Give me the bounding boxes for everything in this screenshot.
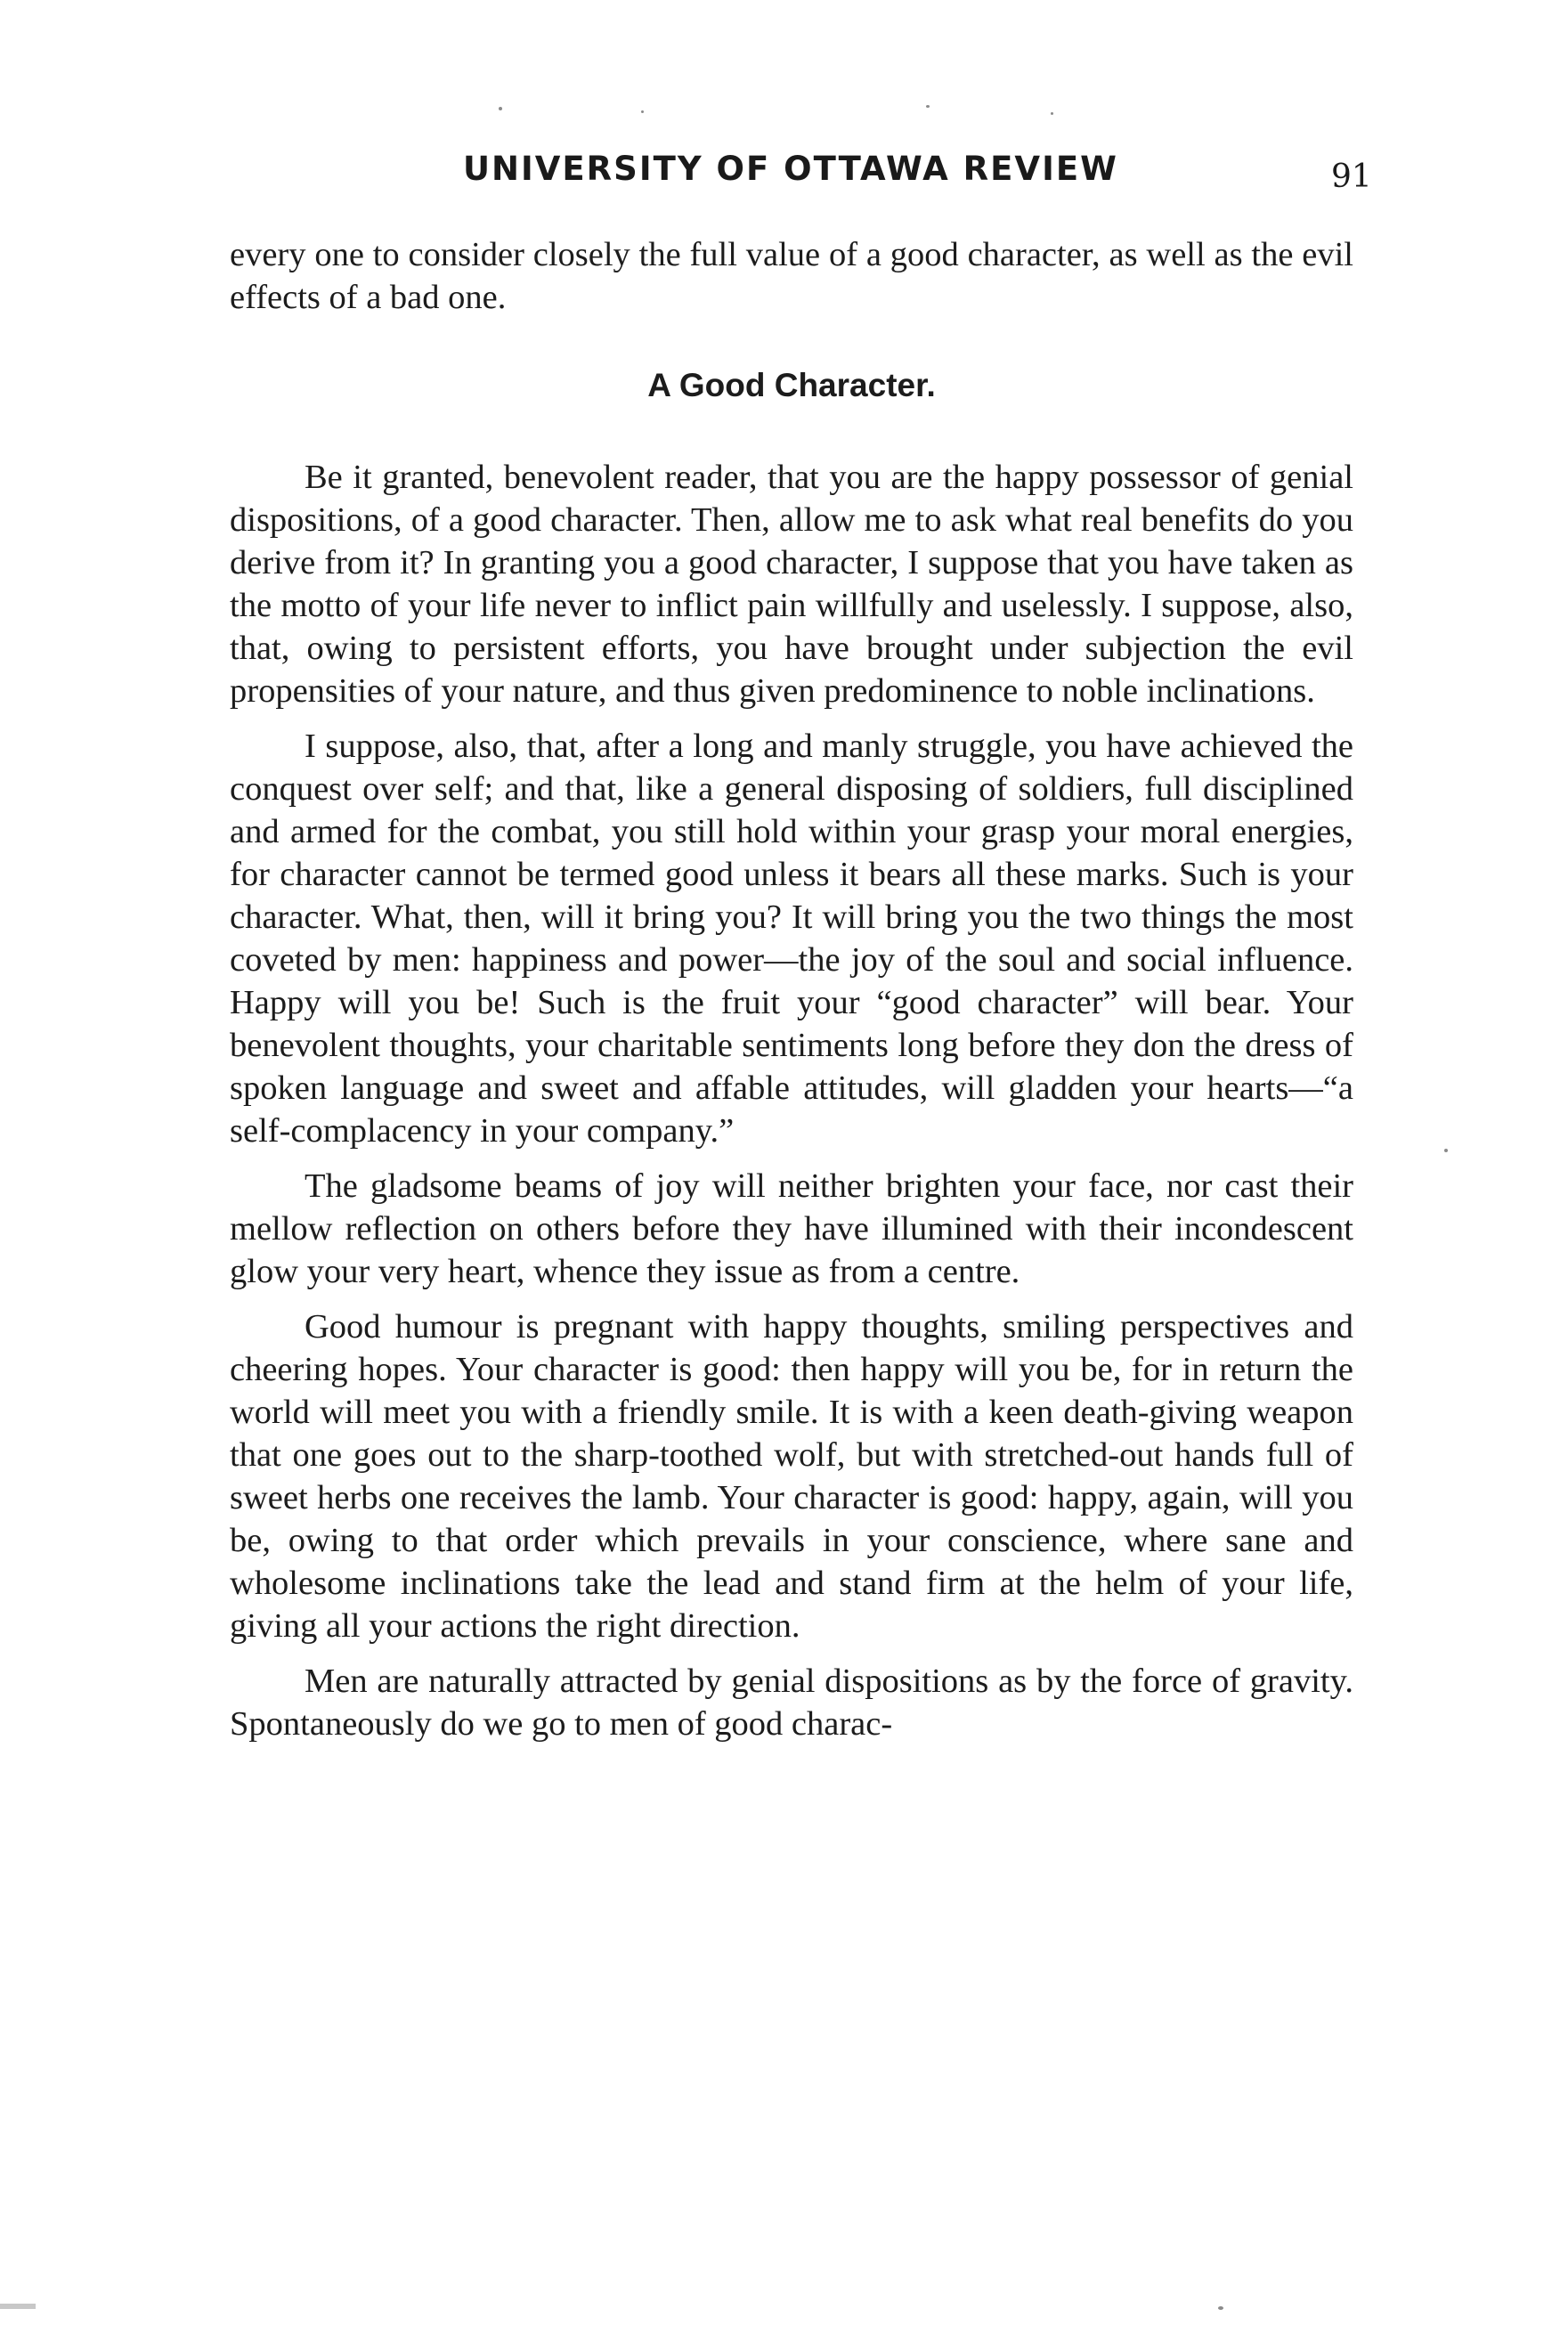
opening-paragraph: every one to consider closely the full value of a good character, as well as the evil effects of a bad one. [230, 236, 1353, 316]
scan-speck [499, 107, 502, 110]
scan-speck [1218, 2306, 1223, 2310]
scan-speck [1051, 112, 1053, 115]
paragraph-2: I suppose, also, that, after a long and manly struggle, you have achieved the conquest over self; and that, like a general disposing of soldiers, full disciplined and armed for the combat, you still hold within your grasp your moral energies, for character cannot be termed good unless it bears all these marks. Such is your character. What, then, will it bring you? It will bring you the two things the most coveted by men: happiness and power—the joy of the soul and social influence. Happy will you be! Such is the fruit your “good character” will bear. Your benevolent thoughts, your charitable sentiments long before they don the dress of spoken language and sweet and affable attitudes, will gladden your hearts—“a self-complacency in your company.” [230, 728, 1353, 1150]
scan-speck [1444, 1149, 1448, 1152]
scan-edge-mark [0, 2304, 36, 2309]
running-title: UNIVERSITY OF OTTAWA REVIEW [463, 150, 1118, 188]
scan-speck [641, 110, 644, 113]
section-heading: A Good Character. [647, 367, 936, 403]
paragraph-3: The gladsome beams of joy will neither brighten your face, nor cast their mellow reflection on others before they have illumined with their incondescent glow your very heart, whence they issue as from a centre. [230, 1167, 1353, 1290]
section-body [230, 456, 1353, 1758]
paragraph-5: Men are naturally attracted by genial dispositions as by the force of gravity. Spontaneously do we go to men of good charac- [230, 1662, 1353, 1743]
paragraph-1: Be it granted, benevolent reader, that you are the happy possessor of genial dispositions, of a good character. Then, allow me to ask what real benefits do you derive from it? In granting you a good character, I suppose that you have taken as the motto of your life never to inflict pain willfully and uselessly. I suppose, also, that, owing to persistent efforts, you have brought under subjection the evil propensities of your nature, and thus given predominence to noble inclinations. [230, 459, 1353, 710]
scan-speck [926, 105, 930, 108]
page-number: 91 [1331, 159, 1372, 195]
paragraph-4: Good humour is pregnant with happy thoughts, smiling perspectives and cheering hopes. Your character is good: then happy will you be, for in return the world will meet you with a friendly smile. It is with a keen death-giving weapon that one goes out to the sharp-toothed wolf, but with stretched-out hands full of sweet herbs one receives the lamb. Your character is good: happy, again, will you be, owing to that order which prevails in your conscience, where sane and wholesome inclinations take the lead and stand firm at the helm of your life, giving all your actions the right direction. [230, 1308, 1353, 1645]
